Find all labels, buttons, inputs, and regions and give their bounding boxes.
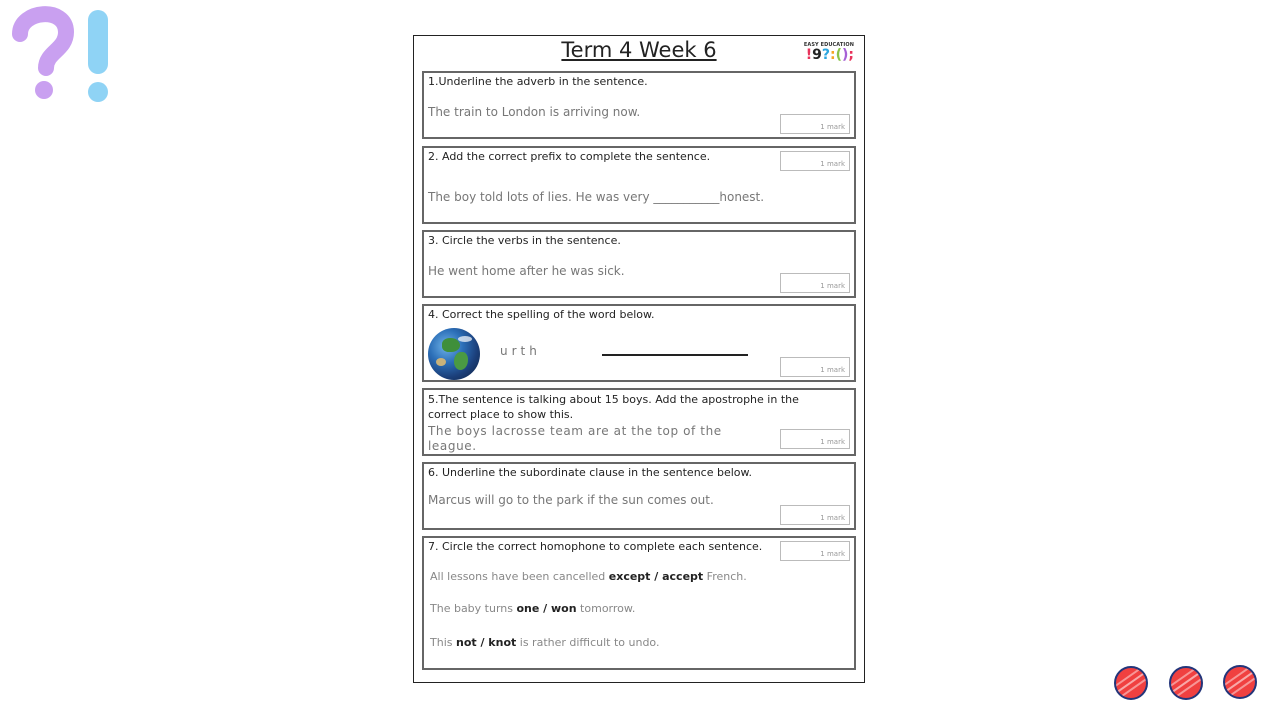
logo-glyphs: !9?:(); [805, 47, 854, 63]
question-1-mark-box[interactable]: 1 mark [780, 114, 850, 134]
earth-image [428, 328, 480, 380]
question-6-sentence[interactable]: Marcus will go to the park if the sun comes out. [428, 493, 714, 507]
question-6-title: 6. Underline the subordinate clause in the sentence below. [428, 466, 752, 479]
question-5-sentence-line2[interactable]: league. [428, 439, 477, 453]
question-2-sentence[interactable]: The boy told lots of lies. He was very ___________honest. [428, 190, 765, 204]
question-5-sentence-line1[interactable]: The boys lacrosse team are at the top of the [428, 424, 722, 438]
question-3-title: 3. Circle the verbs in the sentence. [428, 234, 621, 247]
question-1-title: 1.Underline the adverb in the sentence. [428, 75, 648, 88]
misspelled-word: urth [500, 344, 541, 358]
question-2-mark-box[interactable]: 1 mark [780, 151, 850, 171]
exclamation-mark-decoration [82, 8, 114, 108]
question-3-sentence[interactable]: He went home after he was sick. [428, 264, 625, 278]
homophone-choice-2[interactable]: one / won [516, 602, 577, 615]
question-4-title: 4. Correct the spelling of the word below. [428, 308, 655, 321]
worksheet [413, 35, 865, 683]
question-7-title: 7. Circle the correct homophone to complete each sentence. [428, 540, 763, 553]
question-7-mark-box[interactable]: 1 mark [780, 541, 850, 561]
question-1 [422, 71, 856, 139]
question-5 [422, 388, 856, 456]
question-3 [422, 230, 856, 298]
answer-line[interactable] [602, 354, 748, 356]
question-4 [422, 304, 856, 382]
question-6-mark-box[interactable]: 1 mark [780, 505, 850, 525]
red-dot-decoration-1 [1114, 666, 1148, 700]
homophone-choice-1[interactable]: except / accept [608, 570, 704, 583]
question-2 [422, 146, 856, 224]
logo-text: EASY EDUCATION [803, 42, 854, 48]
question-2-title: 2. Add the correct prefix to complete the sentence. [428, 150, 711, 163]
question-7 [422, 536, 856, 670]
homophone-sentence-2: The baby turns one / won tomorrow. [430, 602, 636, 615]
worksheet-title: Term 4 Week 6 [561, 38, 717, 62]
question-5-title: 5.The sentence is talking about 15 boys. Add the apostrophe in the correct place to show this. [428, 393, 799, 421]
homophone-choice-3[interactable]: not / knot [455, 636, 517, 649]
red-dot-decoration-3 [1223, 665, 1257, 699]
red-dot-decoration-2 [1169, 666, 1203, 700]
question-6 [422, 462, 856, 530]
homophone-sentence-3: This not / knot is rather difficult to undo. [430, 636, 660, 649]
question-3-mark-box[interactable]: 1 mark [780, 273, 850, 293]
question-mark-decoration [12, 0, 74, 110]
easy-education-logo [798, 42, 854, 66]
question-4-mark-box[interactable]: 1 mark [780, 357, 850, 377]
question-5-mark-box[interactable]: 1 mark [780, 429, 850, 449]
question-1-sentence[interactable]: The train to London is arriving now. [428, 105, 641, 119]
homophone-sentence-1: All lessons have been cancelled except / accept French. [430, 570, 747, 583]
